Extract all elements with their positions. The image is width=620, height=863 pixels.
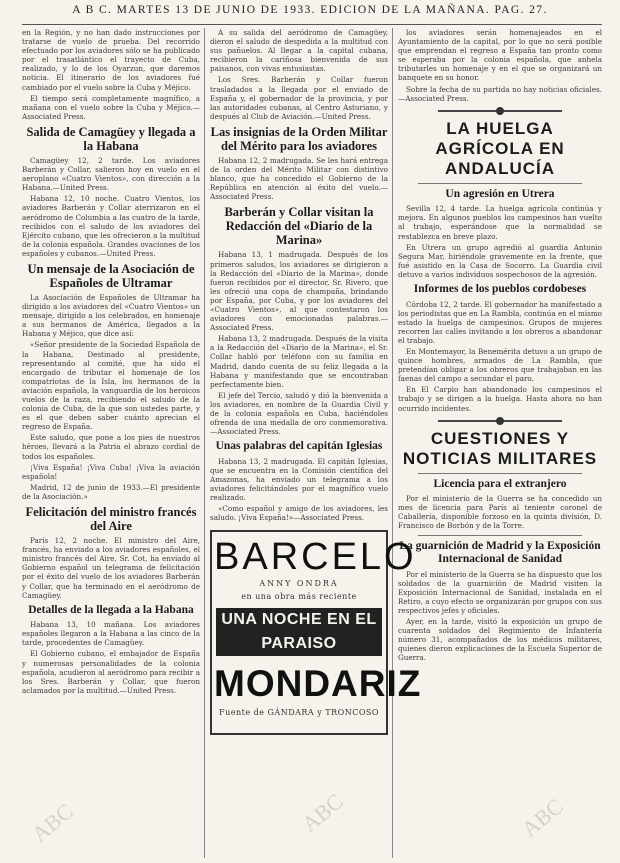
article-text: En Montemayor, la Benemérita detuvo a un grupo de quince hombres, armados de La Rambla, que pretendían obligar a los obreros que trabajaban en las faenas del campo a secundar el paro.	[398, 346, 602, 384]
ornament-divider	[438, 107, 562, 115]
page-header: A B C. MARTES 13 DE JUNIO DE 1933. EDICION DE LA MAÑANA. PAG. 27.	[72, 4, 548, 16]
article-headline: Barberán y Collar visitan la Redacción del «Diario de la Marina»	[224, 205, 374, 248]
article-text: Sobre la fecha de su partida no hay noticias oficiales.—Associated Press.	[398, 84, 602, 103]
column-2	[210, 28, 422, 858]
article-headline: La guarnición de Madrid y la Exposición Internacional de Sanidad	[399, 539, 601, 565]
article-headline: Detalles de la llegada a la Habana	[28, 603, 194, 616]
article-text: Camagüey 12, 2 tarde. Los aviadores Barberán y Collar, salieron hoy en vuelo en el aeroplano «Cuatro Vientos», con dirección a la Habana.—United Press.	[22, 155, 200, 193]
article-headline: Informes de los pueblos cordobeses	[413, 283, 587, 295]
article-text: Los Sres. Barberán y Collar fueron trasladados a la llegada por el enviado de España y, el gobernador de la provincia, y por las autoridades cubanas, al Centro Asturiano, y después al Club de Aviación.—United Press.	[210, 75, 388, 121]
article-text: Córdoba 12, 2 tarde. El gobernador ha manifestado a los periodistas que en La Rambla, continúa en el mismo estado la huelga de campesinos. Grupos de mujeres recorren las calles invitando a los obreros a abandonar el trabajo.	[398, 299, 602, 345]
article-headline: Las insignias de la Orden Militar del Mérito para los aviadores	[210, 124, 388, 153]
advertisement	[210, 530, 422, 735]
watermark: ABC	[516, 793, 568, 842]
article-headline: Felicitación del ministro francés del Aire	[25, 505, 197, 534]
article-headline: Licencia para el extranjero	[433, 477, 567, 490]
article-headline: Unas palabras del capitán Iglesias	[215, 440, 383, 453]
column-divider	[204, 28, 205, 858]
divider	[418, 473, 582, 474]
column-1	[22, 28, 200, 858]
divider	[418, 183, 582, 184]
header-rule	[22, 24, 602, 25]
article-text: El tiempo será completamente magnífico, a mañana con el vuelo sobre la Cuba y Méjico.—Associated Press.	[22, 93, 200, 121]
watermark: ABC	[26, 798, 78, 847]
article-text: «Señor presidente de la Sociedad Española de la Habana, Destinado al presidente, representando al comité, que ha sido el encargado de tributar el homenaje de los compatriotas de la Isla, los hermanos de la aviación española, la vanguardia de los heroicos vuelos de la raza, recibiendo el saludo de la colonia de Cuba, de la que son ustedes parte, y es el que deben saber cuánto aprecian el regreso de España.	[22, 340, 200, 432]
article-text: Habana 13, 10 mañana. Los aviadores españoles llegaron a la Habana a las cinco de la tarde, procedentes de Camagüey.	[22, 620, 200, 648]
column-divider	[392, 28, 393, 858]
article-text: A su salida del aeródromo de Camagüey, dieron el saludo de despedida a la multitud con sus pañuelos. Al llegar a la capital cubana, recibieron la cariñosa bienvenida de sus paisanos, con vivas entusiastas.	[210, 28, 388, 74]
article-text: Por el ministerio de la Guerra se ha concedido un mes de licencia para París al teniente coronel de Caballería, disponible forzoso en la quinta división, D. Francisco de Borbón y de la Torre.	[398, 494, 602, 531]
ad-brand-subtitle: Fuente de GÁNDARA y TRONCOSO	[219, 708, 379, 718]
article-text: Este saludo, que pone a los pies de nuestros héroes, llevará a la Patria el abrazo cordial de todos los españoles.	[22, 433, 200, 461]
article-text: Ayer, en la tarde, visitó la exposición un grupo de cuarenta soldados del Regimiento de Infantería número 31, acompañados de los médicos militares, quienes dieron explicaciones de la Escuela Superior de Guerra.	[398, 616, 602, 663]
article-text: en la Región, y no han dado instrucciones por tratarse de vuelo de prueba. Del recorrido efectuado por los aviadores sólo se ha publicado por el trasatlántico el trayecto de Cuba, realizado, y lo de los Oyarzun, que daremos noticia. El itinerario de los aviadores fué cambiado por el vuelo sobre la Cuba y Méjico.	[22, 28, 200, 92]
ad-tagline: en una obra más reciente	[241, 592, 357, 602]
ornament-divider	[438, 417, 562, 425]
ad-brand: MONDARIZ	[214, 663, 422, 705]
ad-title: BARCELO	[214, 536, 417, 579]
article-text: ¡Viva España! ¡Viva Cuba! ¡Viva la aviación española!	[22, 462, 200, 481]
ad-film-title: UNA NOCHE EN EL PARAISO	[216, 608, 382, 656]
section-headline: CUESTIONES Y NOTICIAS MILITARES	[402, 428, 598, 468]
article-text: La Asociación de Españoles de Ultramar ha dirigido a los aviadores del «Cuatro Vientos» un mensaje, dirigido a los celebrados, en homenaje a sus hermanos de América, llegados a la Habana y Méjico, que dice así:	[22, 292, 200, 339]
article-text: Madrid, 12 de junio de 1933.—El presidente de la Asociación.»	[22, 482, 200, 501]
article-text: Por el ministerio de la Guerra se ha dispuesto que los soldados de la guarnición de Madrid visiten la Exposición Internacional de Sanidad, instalada en el Retiro, a cuyo efecto se organizarán por grupos con sus respectivos jefes y oficiales.	[398, 569, 602, 615]
column-3	[398, 28, 602, 858]
article-text: «Como español y amigo de los aviadores, les saludo. ¡Viva España!»—Associated Press.	[210, 504, 388, 523]
article-text: El Gobierno cubano, el embajador de España y numerosas personalidades de la colonia española, acudieron al aeródromo para recibir a los Sres. Barberán y Collar, que fueron aclamados por la multitud.—United Press.	[22, 649, 200, 695]
article-text: En Utrera un grupo agredió al guardia Antonio Segura Mar, hiriéndole gravemente en la frente, que fué asistido en la Casa de Socorro. La Guardia civil detuvo a varios individuos sospechosos de la agresión.	[398, 242, 602, 279]
article-headline: Un agresión en Utrera	[445, 187, 555, 200]
article-text: Sevilla 12, 4 tarde. La huelga agrícola continúa y mejora. En algunos pueblos los campesinos han vuelto al trabajo, esperándose que la normalidad se restablezca en breve plazo.	[398, 204, 602, 241]
article-text: Habana 13, 1 madrugada. Después de los primeros saludos, los aviadores se dirigieron a la Redacción del «Diario de la Marina», donde fueron recibidos por el director, Sr. Rivero, que les ofreció una copa de champaña, brindando por España, por Cuba, y por los aviadores del «Cuatro Vientos», al que contestaron los aviadores con emocionadas palabras.—Associated Press.	[210, 250, 388, 333]
article-text: El jefe del Tercio, saludó y dió la bienvenida a los aviadores, en nombre de la Guardia Civil y de la colonia española en Cuba, haciéndoles ofrenda de una medalla de oro conmemorativa.—Associated Press.	[210, 390, 388, 437]
article-text: Habana 12, 10 noche. Cuatro Vientos, los aviadores Barberán y Collar aterrizaron en el aeródromo de Columbia a las cuatro de la tarde, recibidos con el saludo de los aviadores del Ejército cubano, que les ofrecieron a la multitud de la colonia española. Grandes ovaciones de los españoles y cubanos.—United Press.	[22, 194, 200, 258]
article-text: Habana 13, 2 madrugada. El capitán Iglesias, que se encuentra en la Comisión científica del Amazonas, ha enviado un telegrama a los aviadores felicitándoles por el magnífico vuelo realizado.	[210, 456, 388, 503]
article-headline: Un mensaje de la Asociación de Españoles de Ultramar	[27, 261, 195, 290]
watermark: ABC	[296, 788, 348, 837]
article-text: los aviadores serán homenajeados en el Ayuntamiento de la capital, por lo que no será posible que emprendan el regreso a España tan pronto como se esperaba por la colonia española, que anhela tributarles un homenaje y en el que se organizará un banquete en su honor.	[398, 28, 602, 83]
article-text: Habana 13, 2 madrugada. Después de la visita a la Redacción del «Diario de la Marina», el Sr. Collar habló por teléfono con su familia en Madrid, dando cuenta de su feliz llegada a la Habana y manifestando que se encontraban perfectamente bien.	[210, 334, 389, 389]
ad-artist: ANNY ONDRA	[259, 579, 339, 589]
article-text: París 12, 2 noche. El ministro del Aire, francés, ha enviado a los aviadores españoles, el ministro francés del Aire, Sr. Cot, ha enviado al Gobierno español un telegrama de felicitación por el éxito del vuelo de los aviadores Barberán y Collar, que ha terminado en el aeródromo de Camagüey.	[22, 536, 200, 600]
divider	[418, 535, 582, 536]
article-text: En El Carpio han abandonado los campesinos el trabajo y se dirigen a la huelga. Hasta ahora no han ocurrido incidentes.	[398, 385, 602, 413]
article-text: Habana 12, 2 madrugada. Se les hará entrega de la orden del Mérito Militar con distintivo blanco, que ha concedido el Gobierno de la República en atención al éxito del vuelo.—Associated Press.	[210, 155, 388, 202]
article-headline: Salida de Camagüey y llegada a la Habana	[26, 124, 196, 153]
section-headline: LA HUELGA AGRÍCOLA EN ANDALUCÍA	[435, 118, 565, 178]
